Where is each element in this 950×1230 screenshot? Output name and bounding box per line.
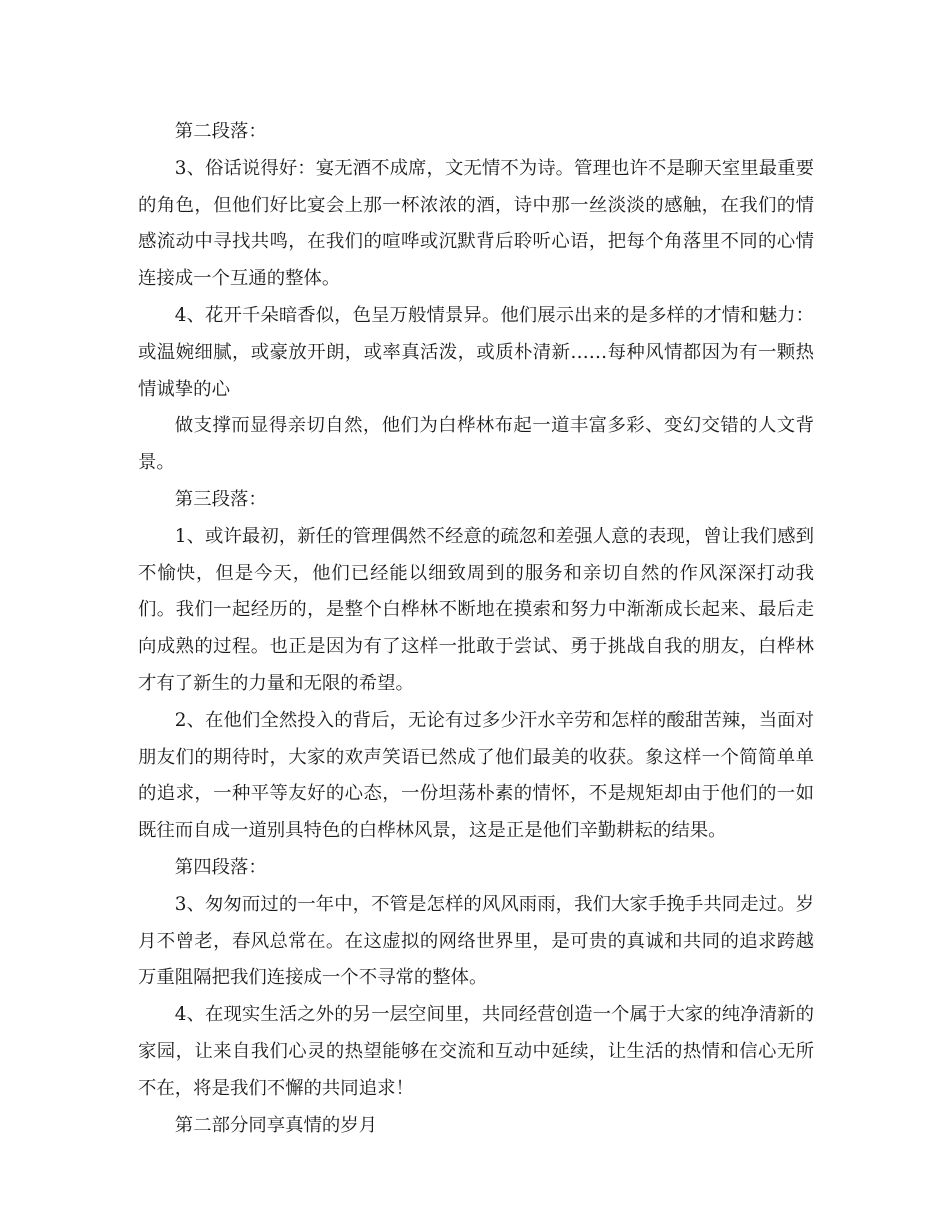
part-heading-2: 第二部分同享真情的岁月 (174, 1114, 378, 1136)
paragraph-2-4: 4、花开千朵暗香似，色呈万般情景异。他们展示出来的是多样的才情和魅力：或温婉细腻，或豪放开朗，或率真活泼，或质朴清新……每种风情都因为有一颗热情诚挚的心 (138, 304, 814, 400)
paragraph-2-3: 3、俗话说得好：宴无酒不成席，文无情不为诗。管理也许不是聊天室里最重要的角色，但他们好比宴会上那一杯浓浓的酒，诗中那一丝淡淡的感触，在我们的情感流动中寻找共鸣，在我们的喧哗或沉默背后聆听心语，把每个角落里不同的心情连接成一个互通的整体。 (138, 157, 814, 290)
paragraph-4-4: 4、在现实生活之外的另一层空间里，共同经营创造一个属于大家的纯净清新的家园，让来自我们心灵的热望能够在交流和互动中延续，让生活的热情和信心无所不在，将是我们不懈的共同追求！ (138, 1004, 814, 1099)
document-body (138, 114, 814, 1144)
paragraph-4-3: 3、匆匆而过的一年中，不管是怎样的风风雨雨，我们大家手挽手共同走过。岁月不曾老，春风总常在。在这虚拟的网络世界里，是可贵的真诚和共同的追求跨越万重阻隔把我们连接成一个不寻常的整体。 (138, 893, 814, 989)
paragraph-3-1: 1、或许最初，新任的管理偶然不经意的疏忽和差强人意的表现，曾让我们感到不愉快，但是今天，他们已经能以细致周到的服务和亲切自然的作风深深打动我们。我们一起经历的，是整个白桦林不断地在摸索和努力中渐渐成长起来、最后走向成熟的过程。也正是因为有了这样一批敢于尝试、勇于挑战自我的朋友，白桦林才有了新生的力量和无限的希望。 (138, 525, 814, 694)
section-heading-2: 第二段落： (174, 121, 267, 142)
paragraph-2-4-cont: 做支撑而显得亲切自然，他们为白桦林布起一道丰富多彩、变幻交错的人文背景。 (138, 415, 814, 474)
section-heading-4: 第四段落： (174, 856, 267, 878)
paragraph-3-2: 2、在他们全然投入的背后，无论有过多少汗水辛劳和怎样的酸甜苦辣，当面对朋友们的期待时，大家的欢声笑语已然成了他们最美的收获。象这样一个简简单单的追求，一种平等友好的心态，一份坦荡朴素的情怀，不是规矩却由于他们的一如既往而自成一道别具特色的白桦林风景，这是正是他们辛勤耕耘的结果。 (138, 709, 814, 842)
section-heading-3: 第三段落： (174, 488, 267, 510)
